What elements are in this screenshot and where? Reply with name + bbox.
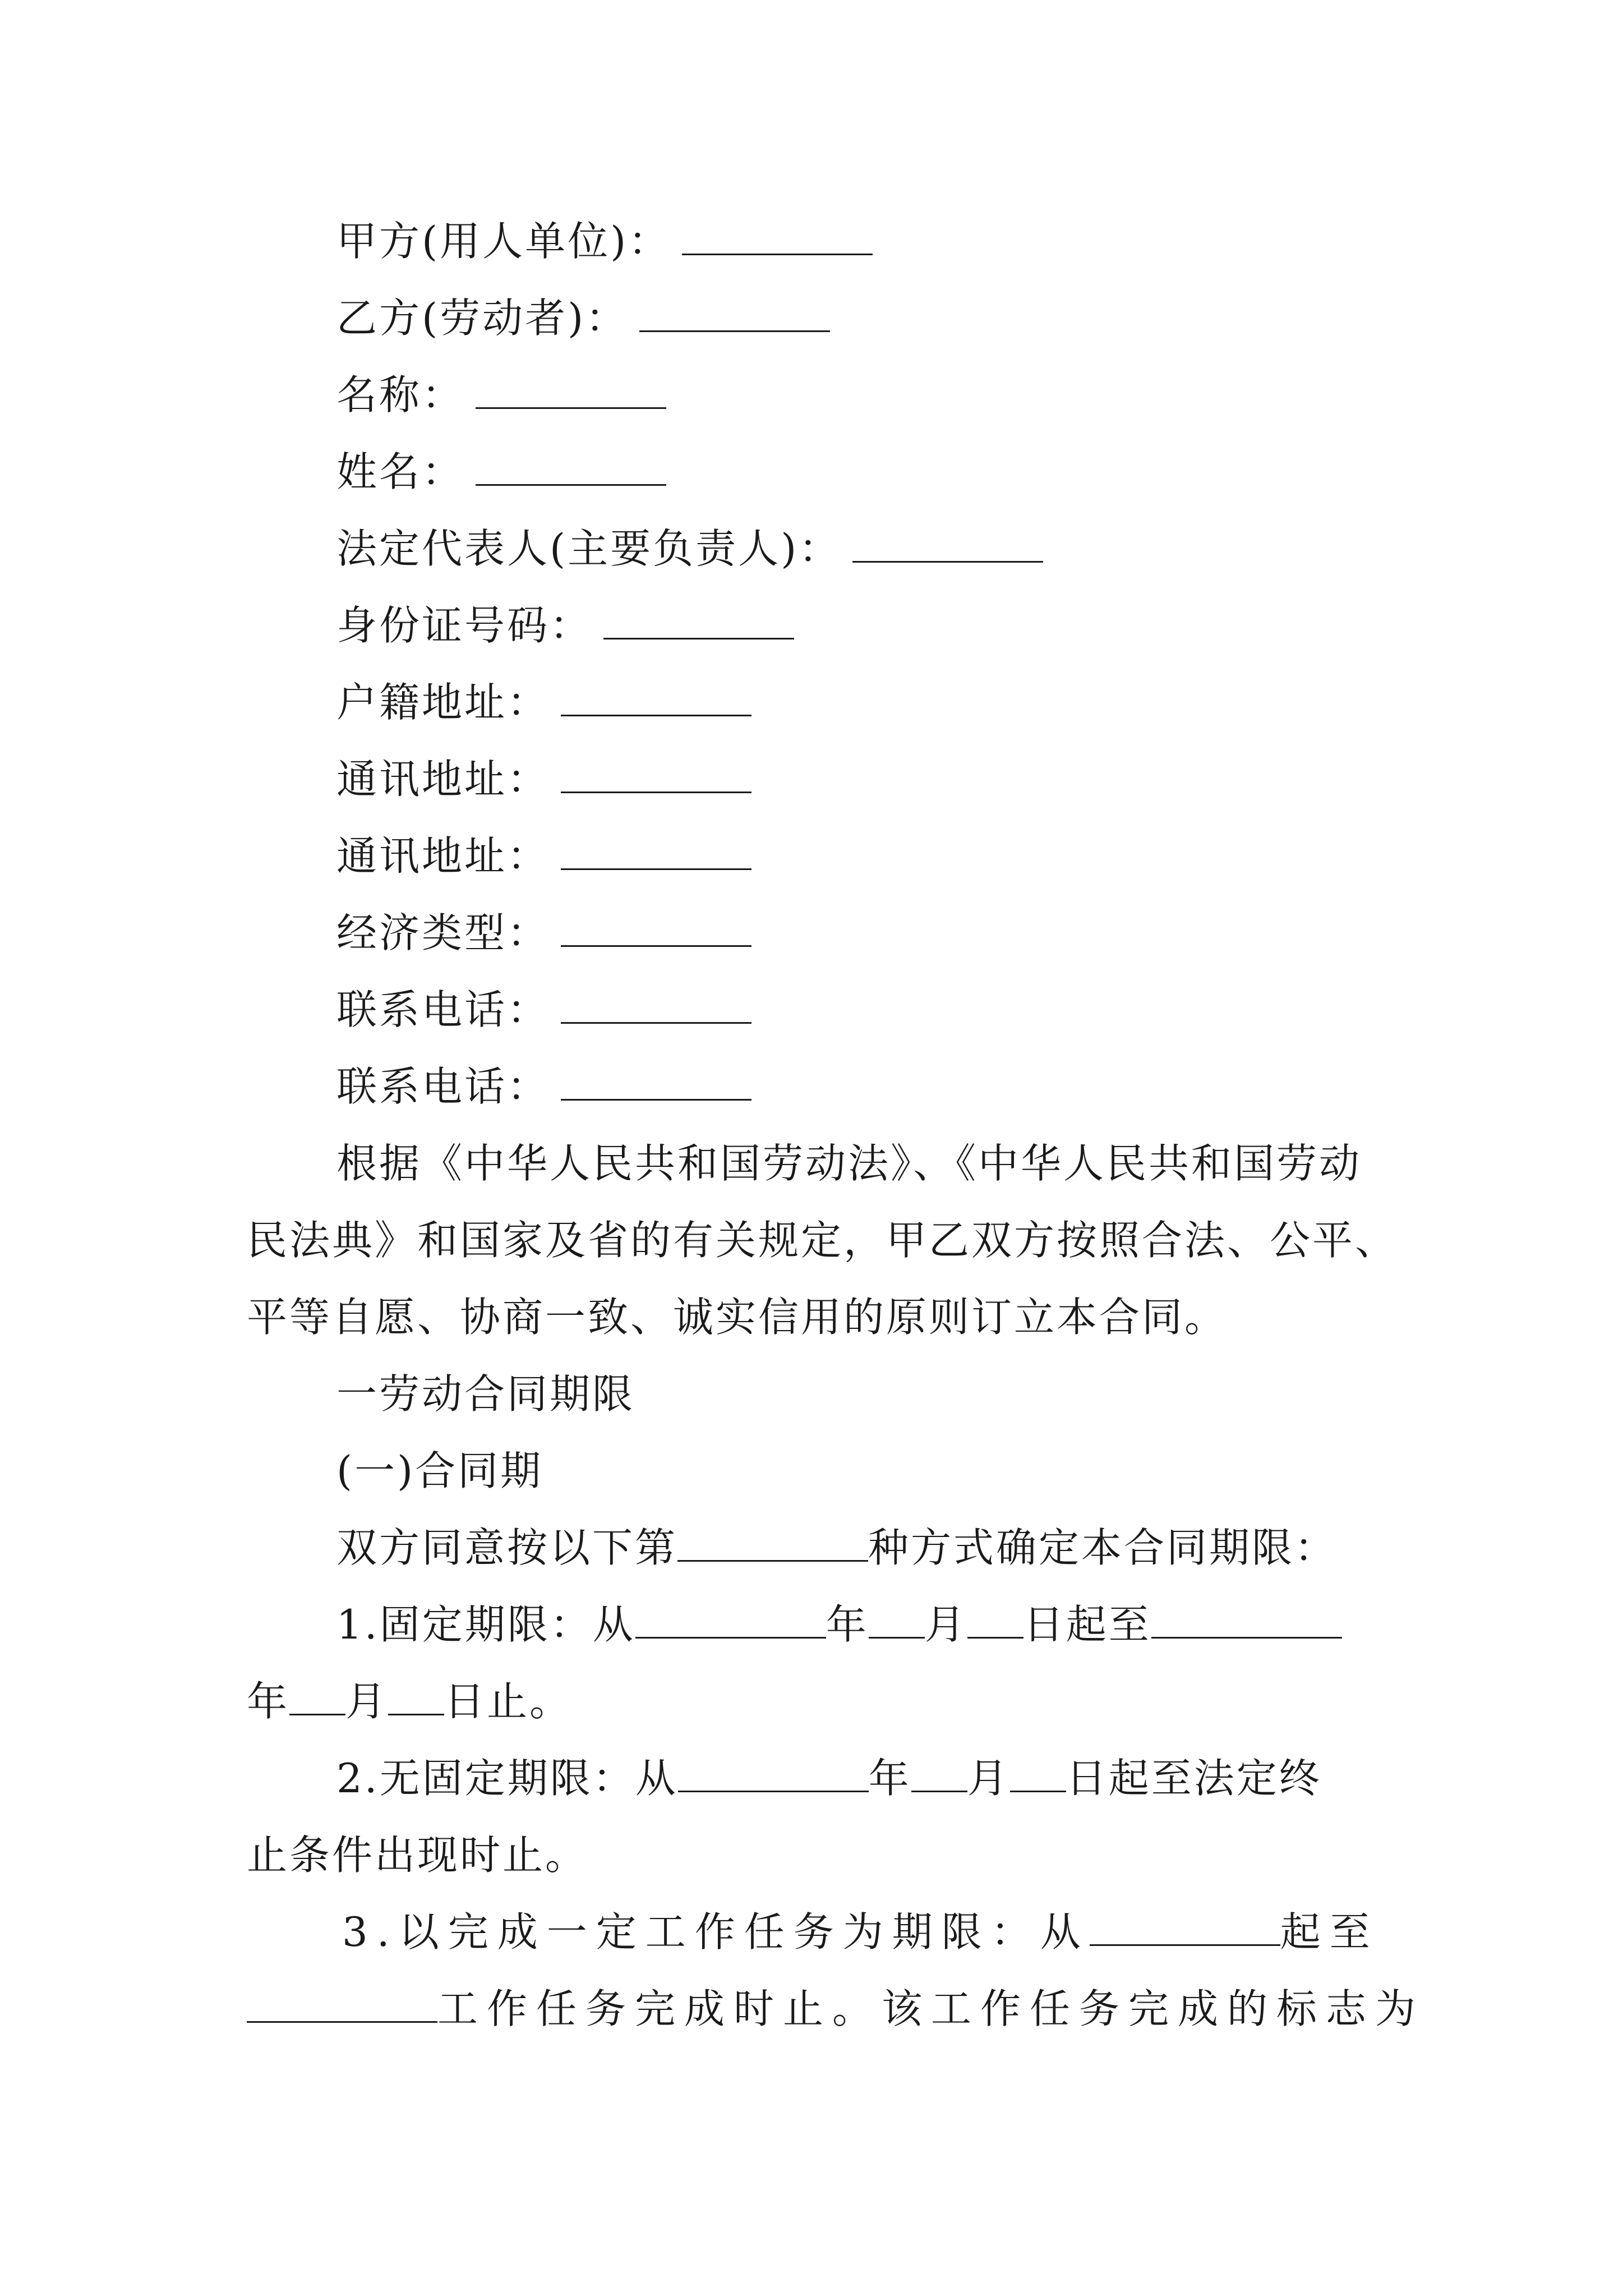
economic-type-label: 经济类型： <box>336 909 550 956</box>
party-b-label: 乙方(劳动者)： <box>336 295 629 342</box>
open-year-text: 年 <box>868 1755 911 1802</box>
person-name-blank[interactable] <box>476 450 666 486</box>
task-term-row <box>342 1904 1379 1960</box>
preamble-line-2: 民法典》和国家及省的有关规定，甲乙双方按照合法、公平、 <box>247 1217 1398 1264</box>
mailing-address-label-1: 通讯地址： <box>336 756 550 803</box>
mailing-address-blank-1[interactable] <box>561 758 751 793</box>
task-name-blank[interactable] <box>247 1987 437 2023</box>
fixed-line2-end-text: 日止。 <box>444 1678 573 1725</box>
phone-label-2: 联系电话： <box>336 1063 550 1110</box>
id-number-row <box>336 597 794 654</box>
id-number-blank[interactable] <box>603 604 794 639</box>
household-address-blank[interactable] <box>561 681 751 716</box>
party-b-row <box>336 290 830 346</box>
open-start-day-blank[interactable] <box>1010 1757 1066 1792</box>
mailing-address-label-2: 通讯地址： <box>336 832 550 880</box>
economic-type-blank[interactable] <box>561 912 751 947</box>
task-term-row-2 <box>247 1981 1424 2037</box>
fixed-start-day-blank[interactable] <box>967 1603 1023 1639</box>
preamble-line-1: 根据《中华人民共和国劳动法》、《中华人民共和国劳动 <box>336 1140 1362 1187</box>
mailing-address-row-1 <box>336 751 751 807</box>
open-term-row <box>336 1750 1322 1806</box>
mailing-address-blank-2[interactable] <box>561 835 751 870</box>
task-term-post: 起至 <box>1280 1908 1379 1955</box>
phone-row-2 <box>336 1059 751 1115</box>
name-row <box>336 367 666 423</box>
party-a-blank[interactable] <box>682 220 873 255</box>
task-start-blank[interactable] <box>1090 1911 1280 1946</box>
fixed-start-month-blank[interactable] <box>869 1603 925 1639</box>
section-1-title: 一劳动合同期限 <box>336 1370 635 1418</box>
open-start-year-blank[interactable] <box>678 1757 869 1792</box>
fixed-end-month-blank[interactable] <box>289 1680 345 1715</box>
fixed-term-pre: 1.固定期限：从 <box>336 1601 635 1648</box>
preamble-line-3: 平等自愿、协商一致、诚实信用的原则订立本合同。 <box>247 1294 1228 1341</box>
phone-label-1: 联系电话： <box>336 986 550 1033</box>
open-term-row-2: 止条件出现时止。 <box>247 1832 588 1879</box>
fixed-end-day-blank[interactable] <box>388 1680 444 1715</box>
fixed-line2-year-text: 年 <box>247 1678 290 1725</box>
subsection-1-title: (一)合同期 <box>336 1447 543 1494</box>
fixed-term-row <box>336 1596 1342 1653</box>
open-term-pre: 2.无固定期限：从 <box>336 1755 678 1802</box>
agree-pre: 双方同意按以下第 <box>336 1524 678 1571</box>
phone-blank-2[interactable] <box>561 1065 751 1101</box>
household-address-row <box>336 674 751 730</box>
economic-type-row <box>336 905 751 961</box>
party-b-blank[interactable] <box>639 297 830 332</box>
person-name-label: 姓名： <box>336 448 465 495</box>
agree-post: 种方式确定本合同期限： <box>868 1524 1338 1571</box>
name-label: 名称： <box>336 371 465 418</box>
party-a-row <box>336 213 873 269</box>
legal-rep-row <box>336 521 1043 577</box>
task-line2-post: 工作任务完成时止。该工作任务完成的标志为 <box>437 1985 1425 2032</box>
phone-row-1 <box>336 982 751 1038</box>
open-post-text: 日起至法定终 <box>1066 1755 1322 1802</box>
fixed-end-year-blank[interactable] <box>1151 1603 1342 1639</box>
open-month-text: 月 <box>967 1755 1010 1802</box>
fixed-day-to-text: 日起至 <box>1023 1601 1151 1648</box>
fixed-month-text: 月 <box>924 1601 967 1648</box>
id-number-label: 身份证号码： <box>336 602 593 649</box>
method-number-blank[interactable] <box>677 1526 868 1562</box>
party-a-label: 甲方(用人单位)： <box>336 218 671 265</box>
person-name-row <box>336 444 666 500</box>
household-address-label: 户籍地址： <box>336 679 550 726</box>
open-start-month-blank[interactable] <box>911 1757 967 1792</box>
fixed-line2-month-text: 月 <box>345 1678 389 1725</box>
task-term-pre: 3.以完成一定工作任务为期限：从 <box>342 1908 1090 1955</box>
agree-row <box>336 1520 1337 1576</box>
fixed-term-row-2 <box>247 1673 572 1729</box>
name-blank[interactable] <box>476 374 666 409</box>
phone-blank-1[interactable] <box>561 988 751 1024</box>
mailing-address-row-2 <box>336 828 751 884</box>
fixed-start-year-blank[interactable] <box>635 1603 826 1639</box>
legal-rep-blank[interactable] <box>852 527 1043 563</box>
fixed-year-text: 年 <box>826 1601 869 1648</box>
legal-rep-label: 法定代表人(主要负责人)： <box>336 525 842 572</box>
